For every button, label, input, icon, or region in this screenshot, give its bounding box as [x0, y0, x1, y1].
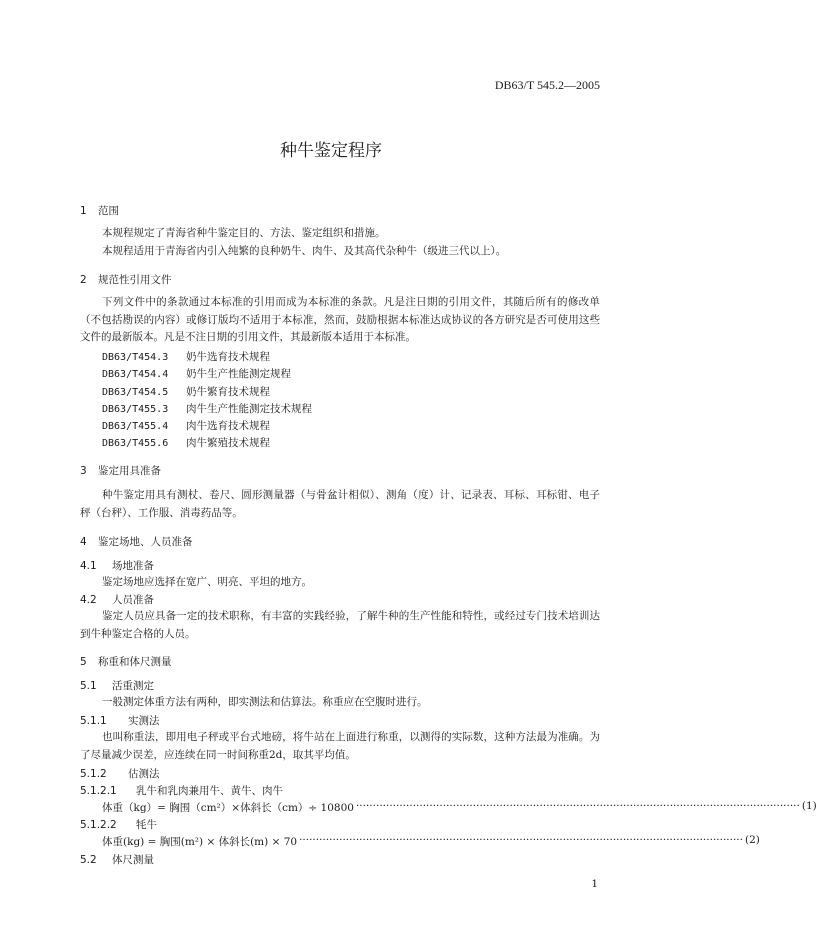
reference-title: 肉牛繁殖技术规程 — [186, 437, 270, 449]
section-title: 范围 — [98, 205, 119, 217]
section-number: 5.1.2 — [80, 768, 107, 780]
page-title: 种牛鉴定程序 — [280, 141, 382, 161]
section-number: 5.1.2.2 — [80, 819, 117, 831]
reference-title: 肉牛选育技术规程 — [186, 420, 270, 432]
formula-number: (1) — [801, 800, 817, 812]
leader-dots: ····································································································································· — [355, 800, 800, 812]
section-1-heading — [80, 203, 119, 218]
reference-item — [102, 418, 270, 433]
subsection-4-1-heading — [80, 558, 154, 573]
section-number: 4.1 — [80, 560, 97, 572]
formula-number: (2) — [745, 834, 760, 846]
subsection-5-2-heading — [80, 852, 154, 867]
section-title: 人员准备 — [112, 594, 154, 606]
reference-item — [102, 401, 312, 416]
subsection-4-2-heading — [80, 592, 154, 607]
page-number: 1 — [591, 878, 598, 890]
section-number: 4.2 — [80, 594, 97, 606]
section-title: 体尺测量 — [112, 854, 154, 866]
subsection-5-1-heading — [80, 678, 154, 693]
section-title: 估测法 — [128, 768, 160, 780]
reference-code: DB63/T454.4 — [102, 369, 169, 380]
subsection-5-1-1-text: 也叫称重法，即用电子秤或平台式地磅，将牛站在上面进行称重，以测得的实际数，这种方法最为准确。为了尽量减少误差，应连续在同一时间称重2d，取其平均值。 — [80, 731, 600, 761]
section-title: 称重和体尺测量 — [98, 656, 172, 668]
section-title: 乳牛和乳肉兼用牛、黄牛、肉牛 — [136, 785, 283, 797]
subsection-5-1-1-heading — [80, 713, 160, 728]
section-number: 5.1.1 — [80, 715, 107, 727]
section-title: 规范性引用文件 — [98, 274, 172, 286]
reference-title: 肉牛生产性能测定技术规程 — [186, 403, 312, 415]
subsection-5-1-2-1-heading — [80, 783, 283, 798]
reference-item — [102, 366, 291, 381]
section-1-para-1: 本规程规定了青海省种牛鉴定目的、方法、鉴定组织和措施。 — [102, 227, 386, 239]
subsection-5-1-2-heading — [80, 766, 160, 781]
formula-1 — [102, 800, 817, 815]
section-title: 实测法 — [128, 715, 160, 727]
reference-item — [102, 435, 270, 450]
formula-expression: 体重(kg) = 胸围(m²) × 体斜长(m) × 70 — [102, 836, 298, 848]
reference-item — [102, 384, 270, 399]
section-number: 5.1.2.1 — [80, 785, 117, 797]
reference-code: DB63/T455.3 — [102, 404, 169, 415]
section-number: 5.1 — [80, 680, 97, 692]
section-number: 4 — [80, 536, 87, 548]
section-2-heading — [80, 272, 172, 287]
section-title: 活重测定 — [112, 680, 154, 692]
section-title: 场地准备 — [112, 560, 154, 572]
reference-title: 奶牛繁育技术规程 — [186, 386, 270, 398]
reference-code: DB63/T454.5 — [102, 387, 169, 398]
section-number: 5 — [80, 656, 87, 668]
section-number: 1 — [80, 205, 87, 217]
reference-title: 奶牛生产性能测定规程 — [186, 368, 291, 380]
section-3-heading — [80, 463, 161, 478]
formula-expression: 体重（kg）= 胸围（cm²）×体斜长（cm）÷ 10800 — [102, 802, 354, 814]
leader-dots: ····································································································································· — [299, 834, 743, 846]
reference-title: 奶牛选育技术规程 — [186, 351, 270, 363]
section-title: 鉴定用具准备 — [98, 465, 161, 477]
subsection-4-2-text: 鉴定人员应具备一定的技术职称，有丰富的实践经验，了解牛种的生产性能和特性，或经过专门技术培训达到牛种鉴定合格的人员。 — [80, 610, 600, 640]
section-1-para-2: 本规程适用于青海省内引入纯繁的良种奶牛、肉牛、及其高代杂种牛（级进三代以上）。 — [102, 245, 507, 257]
subsection-4-1-text: 鉴定场地应选择在宽广、明亮、平坦的地方。 — [102, 576, 312, 588]
section-title: 牦牛 — [136, 819, 157, 831]
section-2-para: 下列文件中的条款通过本标准的引用而成为本标准的条款。凡是注日期的引用文件，其随后所有的修改单（不包括勘误的内容）或修订版均不适用于本标准，然而，鼓励根据本标准达成协议的各方研究是否可使用这些文件的最新版本。凡是不注日期的引用文件，其最新版本适用于本标准。 — [80, 296, 600, 343]
section-title: 鉴定场地、人员准备 — [98, 536, 193, 548]
section-4-heading — [80, 534, 193, 549]
reference-code: DB63/T455.4 — [102, 421, 169, 432]
subsection-5-1-text: 一般测定体重方法有两种，即实测法和估算法。称重应在空腹时进行。 — [102, 696, 428, 708]
section-number: 2 — [80, 274, 87, 286]
section-5-heading — [80, 654, 172, 669]
reference-item — [102, 349, 270, 364]
section-3-para: 种牛鉴定用具有测杖、卷尺、圆形测量器（与骨盆计相似）、测角（度）计、记录表、耳标、耳标钳、电子秤（台秤）、工作服、消毒药品等。 — [80, 489, 600, 519]
reference-code: DB63/T454.3 — [102, 352, 169, 363]
section-number: 3 — [80, 465, 87, 477]
subsection-5-1-2-2-heading — [80, 817, 157, 832]
formula-2 — [102, 834, 760, 849]
section-number: 5.2 — [80, 854, 97, 866]
standard-code: DB63/T 545.2—2005 — [494, 78, 600, 92]
reference-code: DB63/T455.6 — [102, 438, 169, 449]
